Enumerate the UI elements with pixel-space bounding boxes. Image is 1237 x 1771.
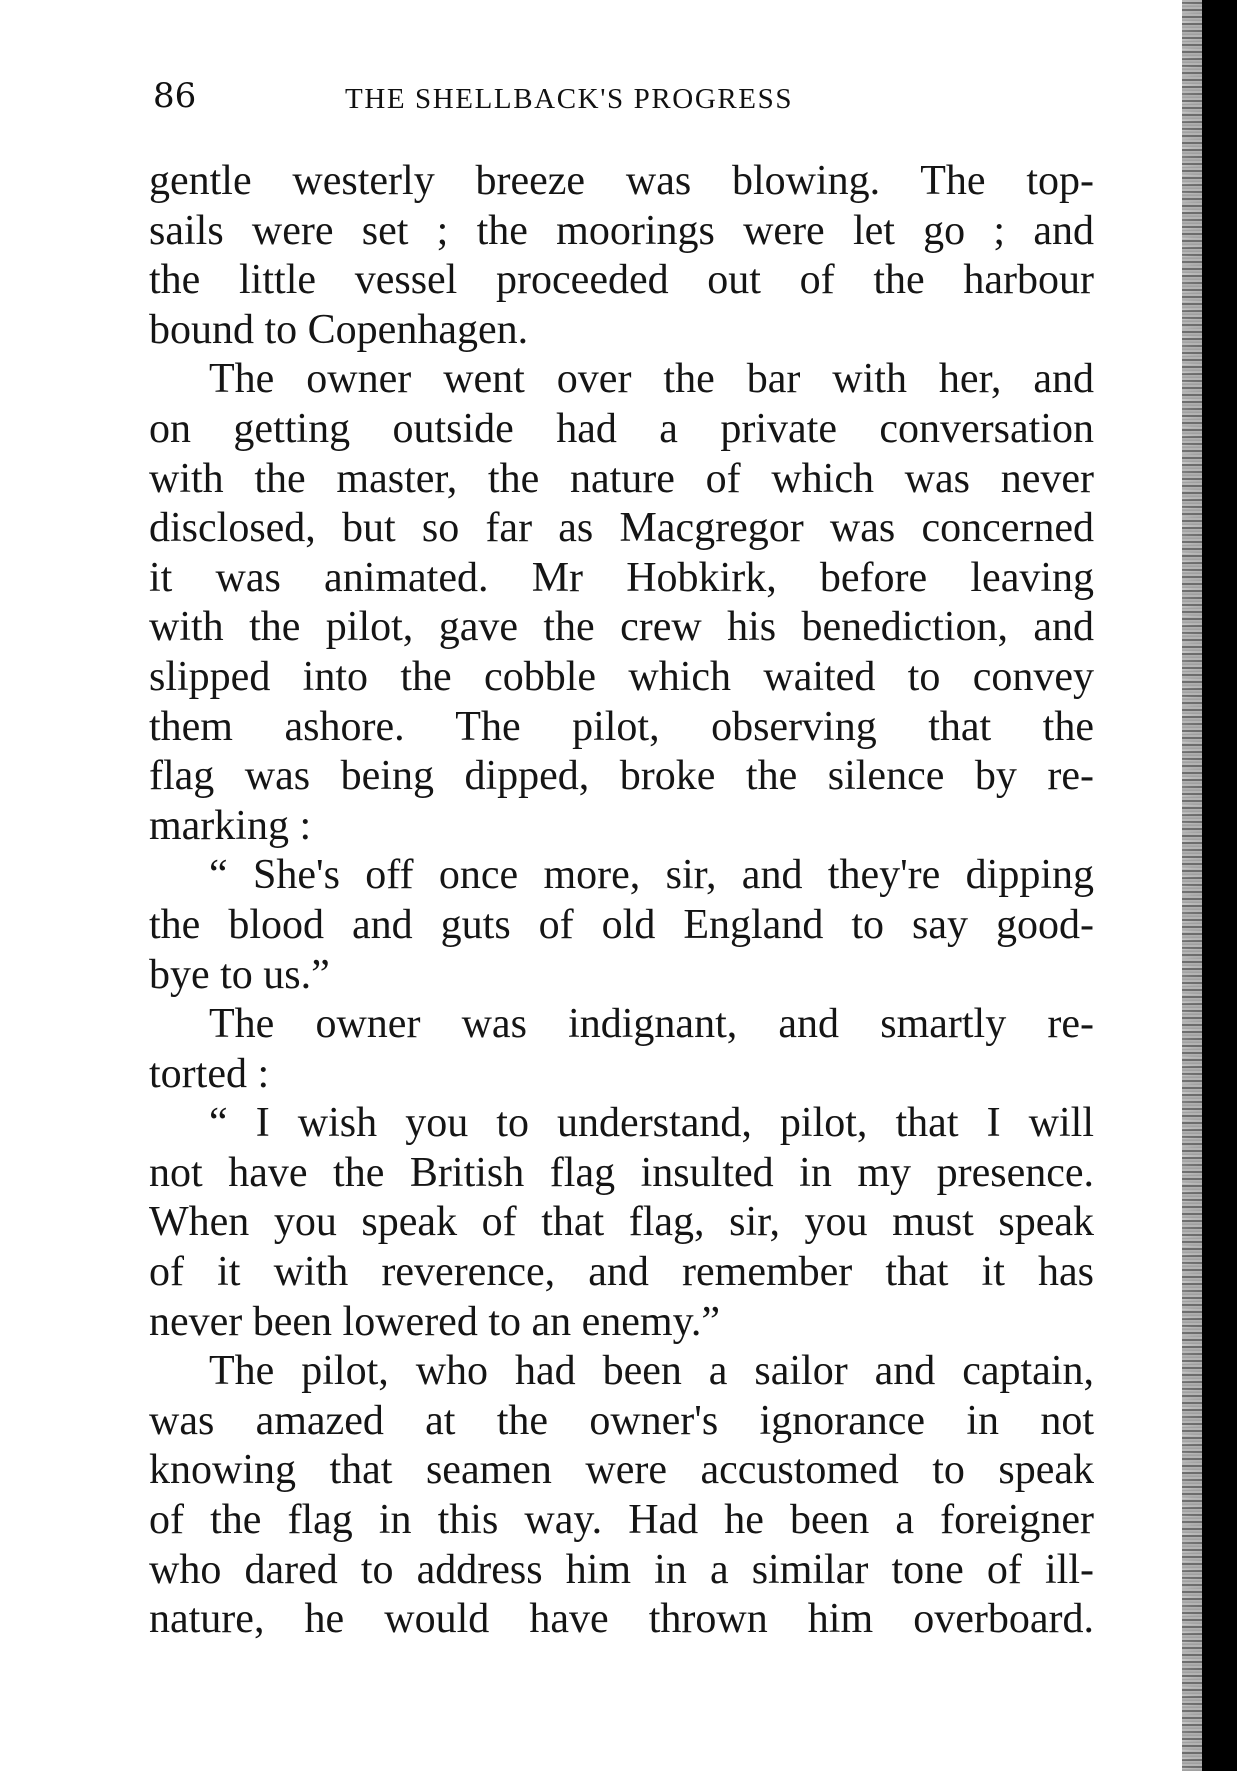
text-line: The owner went over the bar with her, and (209, 356, 1094, 403)
page-header (150, 70, 1080, 130)
text-line: flag was being dipped, broke the silence by re- (149, 753, 1094, 800)
text-line: was amazed at the owner's ignorance in not (149, 1397, 1094, 1444)
text-line: slipped into the cobble which waited to convey (149, 653, 1094, 700)
page-number: 86 (153, 76, 197, 116)
body-text (149, 157, 1094, 1645)
text-line: of it with reverence, and remember that it has (149, 1249, 1094, 1296)
running-head: THE SHELLBACK'S PROGRESS (345, 83, 794, 115)
text-line: them ashore. The pilot, observing that the (149, 703, 1094, 750)
text-line: “ She's off once more, sir, and they're dipping (209, 852, 1094, 899)
text-line: with the pilot, gave the crew his benediction, and (149, 604, 1094, 651)
text-line: The pilot, who had been a sailor and captain, (209, 1348, 1094, 1395)
text-line: never been lowered to an enemy.” (149, 1298, 720, 1345)
text-line: gentle westerly breeze was blowing. The top- (149, 158, 1094, 204)
text-line: the little vessel proceeded out of the harbour (149, 257, 1094, 304)
text-line: with the master, the nature of which was never (149, 455, 1094, 502)
text-line: it was animated. Mr Hobkirk, before leaving (149, 554, 1094, 601)
text-line: not have the British flag insulted in my presence. (149, 1149, 1094, 1196)
text-line: nature, he would have thrown him overboard. (149, 1596, 1094, 1643)
text-line: on getting outside had a private conversation (149, 405, 1094, 452)
text-line: “ I wish you to understand, pilot, that I will (209, 1100, 1094, 1147)
text-line: sails were set ; the moorings were let go ; and (149, 207, 1094, 254)
text-line: who dared to address him in a similar tone of ill- (149, 1546, 1094, 1593)
text-line: marking : (149, 802, 312, 849)
text-line: of the flag in this way. Had he been a foreigner (149, 1497, 1094, 1544)
text-line: knowing that seamen were accustomed to speak (149, 1447, 1094, 1494)
text-line: The owner was indignant, and smartly re- (209, 1001, 1094, 1048)
text-line: the blood and guts of old England to say good- (149, 901, 1094, 948)
text-line: bye to us.” (149, 951, 330, 998)
page-edge-shadow (1182, 0, 1237, 1771)
text-line: disclosed, but so far as Macgregor was concerned (149, 505, 1094, 552)
text-line: torted : (149, 1050, 270, 1097)
text-line: bound to Copenhagen. (149, 306, 529, 353)
text-line: When you speak of that flag, sir, you must speak (149, 1199, 1094, 1246)
